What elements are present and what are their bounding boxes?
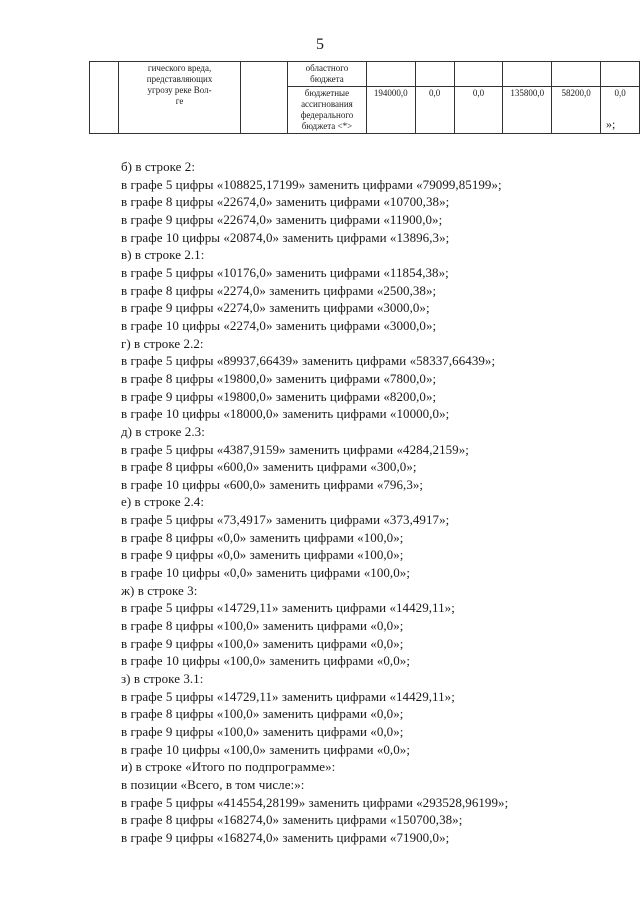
- table-text: бюджетные: [304, 88, 350, 98]
- closing-quote: »;: [606, 117, 616, 131]
- text-line: в графе 10 цифры «100,0» заменить цифрами «0,0»;: [121, 653, 410, 669]
- text-line: в графе 9 цифры «100,0» заменить цифрами «0,0»;: [121, 635, 404, 651]
- amendments-text: [121, 158, 508, 847]
- text-line: в графе 9 цифры «2274,0» заменить цифрами «3000,0»;: [121, 300, 430, 316]
- text-line: в графе 8 цифры «100,0» заменить цифрами «0,0»;: [121, 706, 404, 722]
- text-line: ж) в строке 3:: [121, 582, 198, 598]
- text-line: в графе 9 цифры «0,0» заменить цифрами «100,0»;: [121, 547, 404, 563]
- table-cell: [241, 62, 288, 134]
- text-line: в графе 5 цифры «4387,9159» заменить цифрами «4284,2159»;: [121, 441, 469, 457]
- text-line: в) в строке 2.1:: [121, 247, 205, 263]
- table-text: представляющих: [146, 74, 213, 84]
- text-line: в графе 8 цифры «2274,0» заменить цифрами «2500,38»;: [121, 282, 437, 298]
- text-line: в графе 8 цифры «168274,0» заменить цифрами «150700,38»;: [121, 812, 463, 828]
- table-row: [90, 62, 640, 87]
- table-cell: [601, 62, 640, 87]
- table-text: федерального: [300, 110, 354, 120]
- text-line: в графе 10 цифры «2274,0» заменить цифрами «3000,0»;: [121, 317, 437, 333]
- text-line: в графе 9 цифры «19800,0» заменить цифрами «8200,0»;: [121, 388, 437, 404]
- text-line: в графе 8 цифры «22674,0» заменить цифрами «10700,38»;: [121, 194, 450, 210]
- table-text: бюджета <*>: [301, 121, 353, 131]
- text-line: г) в строке 2.2:: [121, 335, 204, 351]
- text-line: в графе 5 цифры «14729,11» заменить цифрами «14429,11»;: [121, 600, 455, 616]
- text-line: в графе 5 цифры «414554,28199» заменить цифрами «293528,96199»;: [121, 794, 509, 810]
- text-line: з) в строке 3.1:: [121, 671, 204, 687]
- text-line: в графе 5 цифры «108825,17199» заменить цифрами «79099,85199»;: [121, 176, 502, 192]
- table-text: ассигнования: [301, 99, 353, 109]
- value-cell: 0,0: [415, 87, 454, 134]
- text-line: в графе 5 цифры «10176,0» заменить цифрами «11854,38»;: [121, 264, 449, 280]
- table-cell: [90, 62, 119, 134]
- table-text: бюджета: [310, 74, 344, 84]
- text-line: в графе 8 цифры «100,0» заменить цифрами «0,0»;: [121, 618, 404, 634]
- table-cell: [552, 62, 601, 87]
- table-cell: [415, 62, 454, 87]
- value-cell: 194000,0: [366, 87, 415, 134]
- value-cell: 135800,0: [503, 87, 552, 134]
- text-line: в графе 5 цифры «73,4917» заменить цифрами «373,4917»;: [121, 512, 450, 528]
- value-cell: 0,0: [454, 87, 503, 134]
- value-cell: 0,0: [601, 87, 640, 134]
- program-table-fragment: [89, 61, 640, 134]
- measure-name-cell: [118, 62, 241, 134]
- text-line: д) в строке 2.3:: [121, 423, 205, 439]
- table-text: ге: [175, 96, 184, 106]
- text-line: в графе 10 цифры «100,0» заменить цифрами «0,0»;: [121, 741, 410, 757]
- text-line: в графе 9 цифры «22674,0» заменить цифрами «11900,0»;: [121, 211, 443, 227]
- text-line: в графе 10 цифры «600,0» заменить цифрами «796,3»;: [121, 476, 424, 492]
- table-text: областного: [305, 63, 349, 73]
- table-cell: [454, 62, 503, 87]
- text-line: в графе 9 цифры «100,0» заменить цифрами «0,0»;: [121, 724, 404, 739]
- text-line: в графе 10 цифры «18000,0» заменить цифрами «10000,0»;: [121, 406, 450, 422]
- table-cell: [366, 62, 415, 87]
- funding-source-cell: [288, 62, 367, 87]
- text-line: и) в строке «Итого по подпрограмме»:: [121, 759, 336, 775]
- text-line: б) в строке 2:: [121, 159, 196, 174]
- table-cell: [503, 62, 552, 87]
- page-number: 5: [316, 36, 324, 53]
- text-line: в графе 8 цифры «19800,0» заменить цифрами «7800,0»;: [121, 370, 437, 386]
- text-line: в графе 9 цифры «168274,0» заменить цифрами «71900,0»;: [121, 829, 450, 845]
- value-cell: 58200,0: [552, 87, 601, 134]
- text-line: в графе 10 цифры «0,0» заменить цифрами «100,0»;: [121, 565, 410, 581]
- table-text: угрозу реке Вол-: [147, 85, 212, 95]
- text-line: в графе 10 цифры «20874,0» заменить цифрами «13896,3»;: [121, 229, 450, 245]
- text-line: в позиции «Всего, в том числе:»:: [121, 776, 305, 792]
- table-text: гического вреда,: [147, 63, 212, 73]
- text-line: в графе 5 цифры «14729,11» заменить цифрами «14429,11»;: [121, 688, 455, 704]
- text-line: в графе 8 цифры «600,0» заменить цифрами «300,0»;: [121, 459, 417, 475]
- funding-source-cell: [288, 87, 367, 134]
- text-line: в графе 8 цифры «0,0» заменить цифрами «100,0»;: [121, 529, 404, 545]
- text-line: е) в строке 2.4:: [121, 494, 205, 510]
- text-line: в графе 5 цифры «89937,66439» заменить цифрами «58337,66439»;: [121, 353, 496, 369]
